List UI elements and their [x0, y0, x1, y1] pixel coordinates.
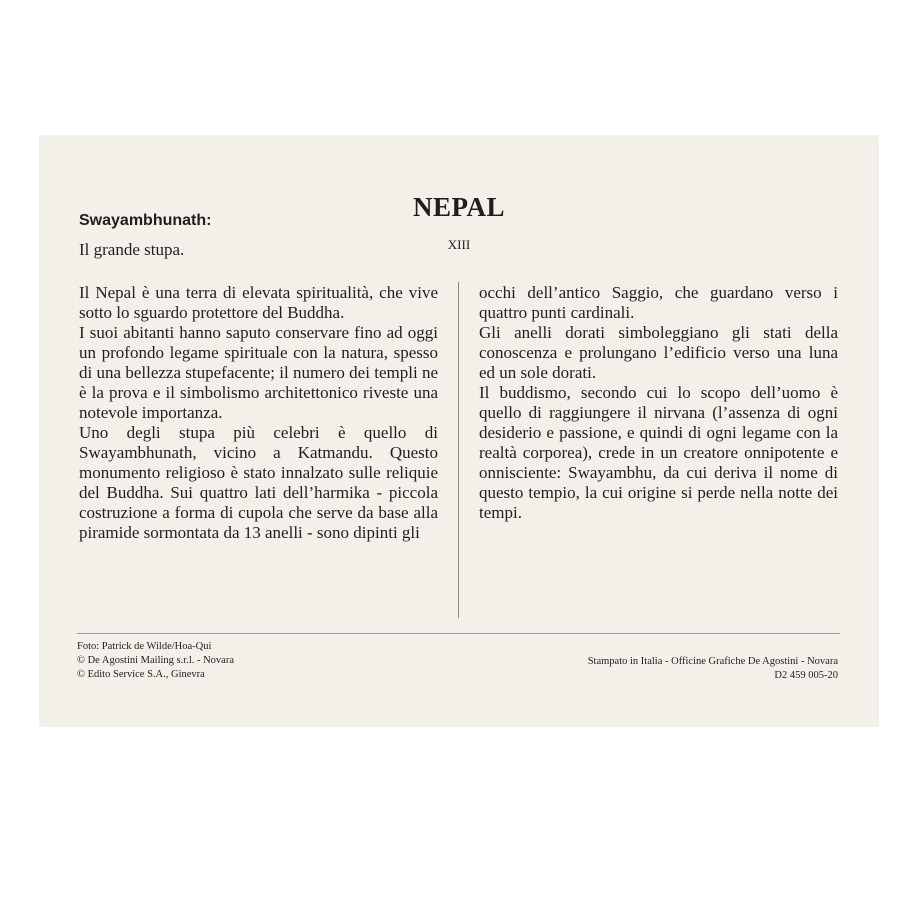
photo-credits: [77, 640, 234, 682]
credit-line: © Edito Service S.A., Ginevra: [77, 669, 205, 680]
paragraph: occhi dell’antico Saggio, che guardano verso i quattro punti cardinali.: [479, 283, 838, 322]
credit-line: Foto: Patrick de Wilde/Hoa-Qui: [77, 641, 212, 652]
card-subtitle: Il grande stupa.: [79, 240, 185, 259]
paragraph: I suoi abitanti hanno saputo conservare fino ad oggi un profondo legame spirituale con la natura, spesso di una bellezza stupefacente; il numero dei templi ne è la prova e il simbolismo architettonico riveste una notevole importanza.: [79, 323, 438, 422]
paragraph: Il Nepal è una terra di elevata spiritualità, che vive sotto lo sguardo protettore del Buddha.: [79, 283, 438, 322]
printer-line: Stampato in Italia - Officine Grafiche De Agostini - Novara: [587, 656, 838, 667]
paragraph: Gli anelli dorati simboleggiano gli stati della conoscenza e prolungano l’edificio verso una luna ed un sole dorati.: [479, 323, 838, 382]
product-code: D2 459 005-20: [774, 670, 838, 681]
card-title: NEPAL: [412, 192, 505, 222]
column-divider: [458, 282, 459, 618]
text-column-right: [479, 283, 838, 523]
credit-line: © De Agostini Mailing s.r.l. - Novara: [77, 655, 235, 666]
text-column-left: [79, 283, 438, 543]
postcard-back: [40, 136, 878, 726]
paragraph: Uno degli stupa più celebri è quello di Swayambhunath, vicino a Katmandu. Questo monumento religioso è stato innalzato sulle reliquie del Buddha. Sui quattro lati dell’harmika - piccola costruzione a forma di cupola che serve da base alla piramide sormontata da 13 anelli - sono dipinti gli: [79, 423, 438, 542]
card-number: XIII: [447, 237, 471, 252]
printer-info: [588, 655, 838, 683]
footer-rule: [77, 633, 840, 634]
place-name: Swayambhunath:: [79, 212, 212, 229]
paragraph: Il buddismo, secondo cui lo scopo dell’uomo è quello di raggiungere il nirvana (l’assenza di ogni desiderio e passione, e quindi di ogni legame con la realtà corporea), crede in un creatore onnipotente e onnisciente: Swayambhu, da cui deriva il nome di questo tempio, la cui origine si perde nella notte dei tempi.: [479, 383, 838, 522]
